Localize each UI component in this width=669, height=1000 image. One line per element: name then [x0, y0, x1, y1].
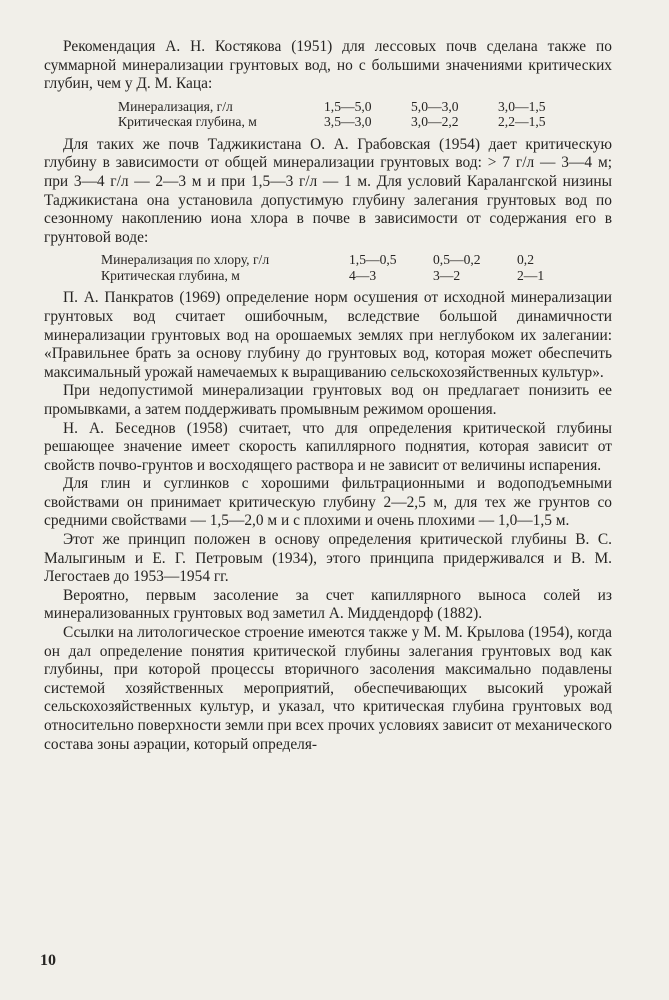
table-cell: 3,5—3,0 — [324, 114, 372, 130]
paragraph-pankratov: П. А. Панкратов (1969) определение норм осушения от исходной минерализации грунтовых вод считает ошибочным, вследствие большой динамичности минерализации грунтовых вод на орошаемых землях при неглубоком их залегании: «Правильнее брать за основу глубину до грунтовых вод, которая может обеспечить максимальный урожай намечаемых к выращиванию сельскохозяйственных культур». — [44, 289, 612, 381]
table-cell: 2,2—1,5 — [498, 114, 546, 130]
table-cell: 1,5—0,5 — [349, 252, 397, 268]
table-row — [101, 252, 561, 268]
table-row-label: Критическая глубина, м — [101, 267, 240, 283]
page-number: 10 — [40, 952, 56, 969]
paragraph-malygin-petrov: Этот же принцип положен в основу определения критической глубины В. С. Малыгиным и Е. Г. Петровым (1934), этого принципа придерживался и В. М. Легостаев до 1953—1954 гг. — [44, 531, 612, 586]
page-text — [44, 38, 612, 754]
table-row-label: Критическая глубина, м — [118, 114, 257, 130]
table-cell: 5,0—3,0 — [411, 98, 459, 114]
table-cell: 2—1 — [517, 267, 545, 283]
paragraph-grabovskaya: Для таких же почв Таджикистана О. А. Грабовская (1954) дает критическую глубину в зависимости от общей минерализации грунтовых вод: > 7 г/л — 3—4 м; при 3—4 г/л — 2—3 м и при 1,5—3 г/л — 1 м. Для условий Каралангской низины Таджикистана она установила допустимую глубину залегания грунтовых вод по сезонному накоплению иона хлора в почве в зависимости от содержания его в грунтовой воде: — [44, 135, 612, 246]
table-mineralization-kats — [118, 99, 585, 130]
table-cell: 3,0—1,5 — [498, 98, 546, 114]
table-row — [101, 268, 561, 284]
table-cell: 4—3 — [349, 267, 377, 283]
table-cell: 0,2 — [517, 252, 534, 268]
table-cell: 3,0—2,2 — [411, 114, 459, 130]
paragraph-clays-loams: Для глин и суглинков с хорошими фильтрационными и водоподъемными свойствами он принимает критическую глубину 2—2,5 м, для тех же грунтов со средними свойствами — 1,5—2,0 м и с плохими и очень плохими — 1,0—1,5 м. — [44, 475, 612, 530]
table-chlorine-grabovskaya — [101, 252, 561, 283]
table-cell: 1,5—5,0 — [324, 98, 372, 114]
paragraph-kostyakov: Рекомендация А. Н. Костякова (1951) для лессовых почв сделана также по суммарной минерализации грунтовых вод, но с большими значениями критических глубин, чем у Д. М. Каца: — [44, 38, 612, 93]
paragraph-leaching: При недопустимой минерализации грунтовых вод он предлагает понизить ее промывками, а затем поддерживать промывным режимом орошения. — [44, 382, 612, 418]
paragraph-krylov: Ссылки на литологическое строение имеются также у М. М. Крылова (1954), когда он дал определение понятия критической глубины залегания грунтовых вод как глубины, при которой процессы вторичного засоления максимально подавлены системой хозяйственных мероприятий, обеспечивающих высокий урожай сельскохозяйственных культур, и указал, что критическая глубина грунтовых вод относительно поверхности земли при всех прочих условиях зависит от механического состава зоны аэрации, который определя- — [44, 624, 612, 753]
table-cell: 0,5—0,2 — [433, 252, 481, 268]
paragraph-middendorf: Вероятно, первым засоление за счет капиллярного выноса солей из минерализованных грунтовых вод заметил А. Миддендорф (1882). — [44, 586, 612, 623]
table-row-label: Минерализация, г/л — [118, 98, 233, 114]
paragraph-besednov: Н. А. Беседнов (1958) считает, что для определения критической глубины решающее значение имеет скорость капиллярного поднятия, которая зависит от свойств почво-грунтов и восходящего раствора и не зависит от величины испарения. — [44, 419, 612, 474]
table-row-label: Минерализация по хлору, г/л — [101, 252, 270, 268]
table-row — [118, 99, 585, 115]
table-row — [118, 114, 585, 130]
table-cell: 3—2 — [433, 267, 461, 283]
